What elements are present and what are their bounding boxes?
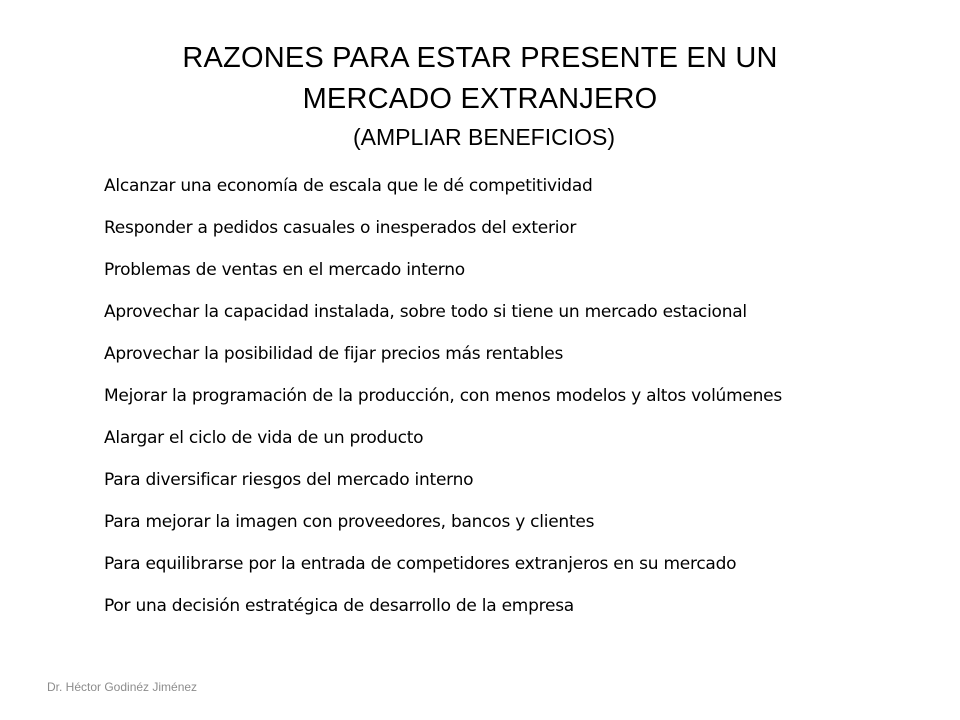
list-item-text: Alcanzar una economía de escala que le dé competitividad [104, 176, 593, 196]
list-item-text: Aprovechar la posibilidad de fijar precios más rentables [104, 344, 564, 364]
list-item-text: Para diversificar riesgos del mercado interno [104, 470, 474, 490]
list-item [84, 510, 884, 534]
list-item [84, 300, 884, 324]
list-item-text: Por una decisión estratégica de desarrollo de la empresa [104, 596, 574, 616]
list-item [84, 384, 884, 408]
list-item [84, 594, 884, 618]
title-subtitle: (AMPLIAR BENEFICIOS) [353, 124, 615, 150]
list-item-text: Alargar el ciclo de vida de un producto [104, 428, 424, 448]
list-item [84, 258, 884, 282]
list-item [84, 216, 884, 240]
title-line-1: RAZONES PARA ESTAR PRESENTE EN UN [182, 42, 778, 74]
list-item-text: Para mejorar la imagen con proveedores, bancos y clientes [104, 512, 595, 532]
list-item-text: Mejorar la programación de la producción, con menos modelos y altos volúmenes [104, 386, 782, 406]
list-item [84, 552, 884, 576]
slide-title [0, 38, 960, 154]
list-item [84, 468, 884, 492]
list-item-text: Responder a pedidos casuales o inesperados del exterior [104, 218, 577, 238]
list-item-text: Aprovechar la capacidad instalada, sobre todo si tiene un mercado estacional [104, 302, 747, 322]
list-item-text: Para equilibrarse por la entrada de competidores extranjeros en su mercado [104, 554, 737, 574]
title-line-2: MERCADO EXTRANJERO [302, 83, 658, 115]
footer-author: Dr. Héctor Godinéz Jiménez [47, 680, 198, 694]
list-item [84, 342, 884, 366]
list-item [84, 426, 884, 450]
reasons-list [84, 174, 884, 636]
list-item [84, 174, 884, 198]
list-item-text: Problemas de ventas en el mercado interno [104, 260, 465, 280]
